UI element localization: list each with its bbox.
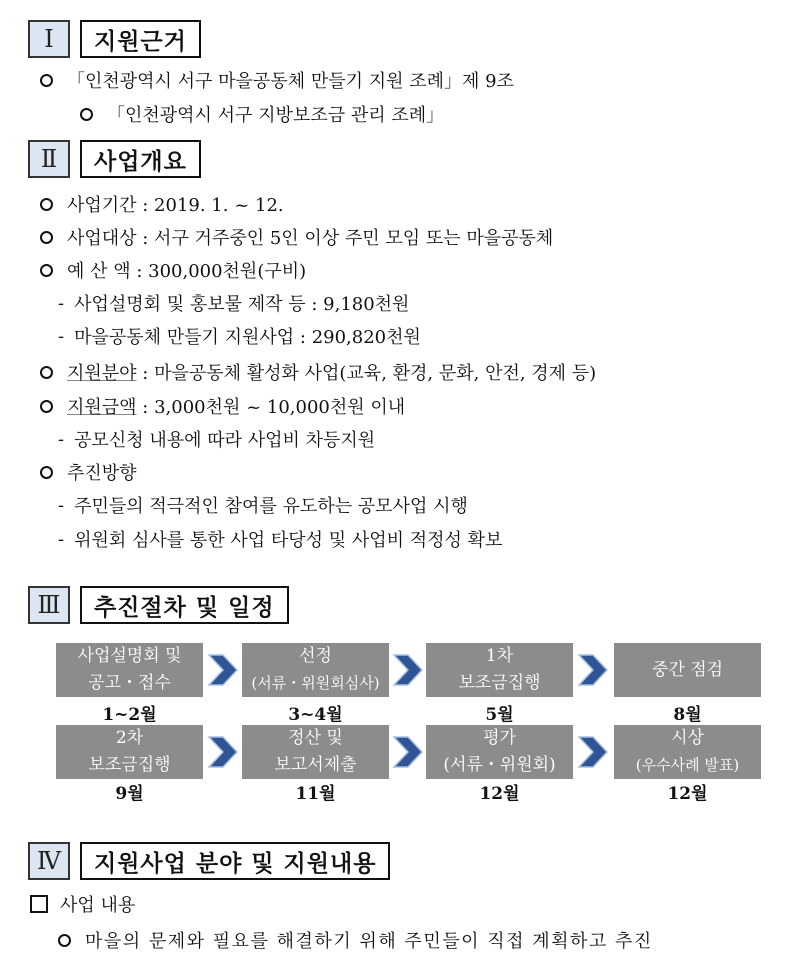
- overview-text: 예 산 액 : 300,000천원(구비): [67, 261, 307, 282]
- chevron-right-icon: [575, 653, 609, 687]
- procedure-step-label: 정산 및: [288, 728, 343, 748]
- overview-field: [40, 358, 596, 386]
- procedure-step-month: 12월: [479, 784, 520, 804]
- circle-bullet-icon: [40, 400, 53, 413]
- procedure-step-month: 11월: [295, 784, 336, 804]
- procedure-step-box: [614, 725, 761, 779]
- procedure-step-sublabel: 공고・접수: [88, 673, 171, 693]
- overview-label: 지원금액: [67, 397, 137, 418]
- dash-bullet: -: [58, 528, 65, 550]
- overview-text: 주민들의 적극적인 참여를 유도하는 공모사업 시행: [74, 496, 468, 517]
- checkbox-icon: [30, 895, 48, 913]
- overview-target: [40, 223, 553, 251]
- overview-direction: [40, 458, 137, 486]
- overview-budget: [40, 256, 306, 284]
- procedure-step-label: 평가: [483, 728, 516, 748]
- overview-text: : 3,000천원 ~ 10,000천원 이내: [136, 397, 406, 418]
- circle-bullet-icon: [40, 366, 53, 379]
- chevron-right-icon: [575, 735, 609, 769]
- circle-bullet-icon: [40, 466, 53, 479]
- dash-bullet: -: [58, 292, 65, 314]
- section-title: 지원근거: [80, 20, 201, 58]
- dash-bullet: -: [58, 428, 65, 450]
- overview-text: 사업설명회 및 홍보물 제작 등 : 9,180천원: [74, 294, 410, 315]
- procedure-step-sublabel: (서류・위원회): [443, 755, 556, 775]
- procedure-step-box: [242, 643, 389, 697]
- procedure-step-box: [56, 725, 203, 779]
- basis-item: [80, 100, 444, 128]
- procedure-step-sublabel: (우수사례 발표): [635, 756, 740, 774]
- section-header-1: [28, 20, 201, 58]
- overview-text: 사업기간 : 2019. 1. ~ 12.: [67, 195, 284, 216]
- section-title: 사업개요: [80, 140, 201, 178]
- section-number: Ⅱ: [28, 140, 70, 178]
- section-header-2: [28, 140, 201, 178]
- overview-direction-sub: [58, 491, 468, 519]
- chevron-right-icon: [205, 653, 239, 687]
- content-item: [58, 926, 653, 954]
- procedure-step-label: 2차: [115, 728, 144, 748]
- overview-text: 사업대상 : 서구 거주중인 5인 이상 주민 모임 또는 마을공동체: [67, 228, 554, 249]
- chevron-right-icon: [390, 653, 424, 687]
- section-number: Ⅳ: [28, 842, 70, 880]
- chevron-right-icon: [390, 735, 424, 769]
- procedure-step-box: [614, 643, 761, 697]
- procedure-step-sublabel: (서류・위원회심사): [251, 674, 380, 692]
- procedure-step-month: 9월: [115, 784, 144, 804]
- procedure-step-box: [426, 725, 573, 779]
- section-number: Ⅲ: [28, 586, 70, 624]
- section-title: 추진절차 및 일정: [80, 586, 289, 624]
- content-text: 마을의 문제와 필요를 해결하기 위해 주민들이 직접 계획하고 추진: [85, 931, 653, 952]
- basis-item: [40, 66, 514, 94]
- overview-budget-sub: [58, 322, 421, 350]
- procedure-step-month: 3~4월: [288, 705, 343, 725]
- overview-label: 지원분야: [67, 363, 137, 384]
- procedure-step-box: [426, 643, 573, 697]
- basis-text: 「인천광역시 서구 마을공동체 만들기 지원 조례」제 9조: [67, 71, 514, 92]
- procedure-step-month: 12월: [667, 784, 708, 804]
- dash-bullet: -: [58, 325, 65, 347]
- procedure-step-month: 8월: [673, 705, 702, 725]
- overview-direction-sub: [58, 525, 502, 553]
- procedure-step-label: 1차: [485, 646, 514, 666]
- procedure-step-sublabel: 보고서제출: [274, 755, 357, 775]
- overview-text: 마을공동체 만들기 지원사업 : 290,820천원: [74, 327, 421, 348]
- dash-bullet: -: [58, 494, 65, 516]
- section-header-4: [28, 842, 390, 880]
- circle-bullet-icon: [40, 198, 53, 211]
- overview-amount-sub: [58, 425, 375, 453]
- circle-bullet-icon: [40, 231, 53, 244]
- circle-bullet-icon: [40, 264, 53, 277]
- procedure-step-box: [242, 725, 389, 779]
- chevron-right-icon: [205, 735, 239, 769]
- procedure-step-sublabel: 보조금집행: [88, 755, 171, 775]
- section-header-3: [28, 586, 289, 624]
- overview-text: 위원회 심사를 통한 사업 타당성 및 사업비 적정성 확보: [74, 530, 503, 551]
- procedure-step-label: 시상: [671, 728, 704, 748]
- circle-bullet-icon: [40, 74, 53, 87]
- overview-amount: [40, 392, 405, 420]
- procedure-step-label: 중간 점검: [651, 659, 724, 680]
- circle-bullet-icon: [58, 934, 71, 947]
- overview-period: [40, 190, 284, 218]
- overview-text: : 마을공동체 활성화 사업(교육, 환경, 문화, 안전, 경제 등): [136, 363, 597, 384]
- procedure-step-sublabel: 보조금집행: [458, 673, 541, 693]
- procedure-step-box: [56, 643, 203, 697]
- section-title: 지원사업 분야 및 지원내용: [80, 842, 390, 880]
- section-number: Ⅰ: [28, 20, 70, 58]
- circle-bullet-icon: [80, 108, 93, 121]
- content-heading: [30, 890, 135, 918]
- overview-text: 추진방향: [67, 463, 137, 484]
- basis-text: 「인천광역시 서구 지방보조금 관리 조례」: [107, 105, 445, 126]
- procedure-step-month: 1~2월: [102, 705, 157, 725]
- overview-text: 공모신청 내용에 따라 사업비 차등지원: [74, 430, 376, 451]
- procedure-step-month: 5월: [485, 705, 514, 725]
- procedure-step-label: 사업설명회 및: [77, 646, 182, 666]
- overview-budget-sub: [58, 289, 409, 317]
- content-heading-text: 사업 내용: [60, 895, 136, 916]
- procedure-step-label: 선정: [299, 646, 332, 666]
